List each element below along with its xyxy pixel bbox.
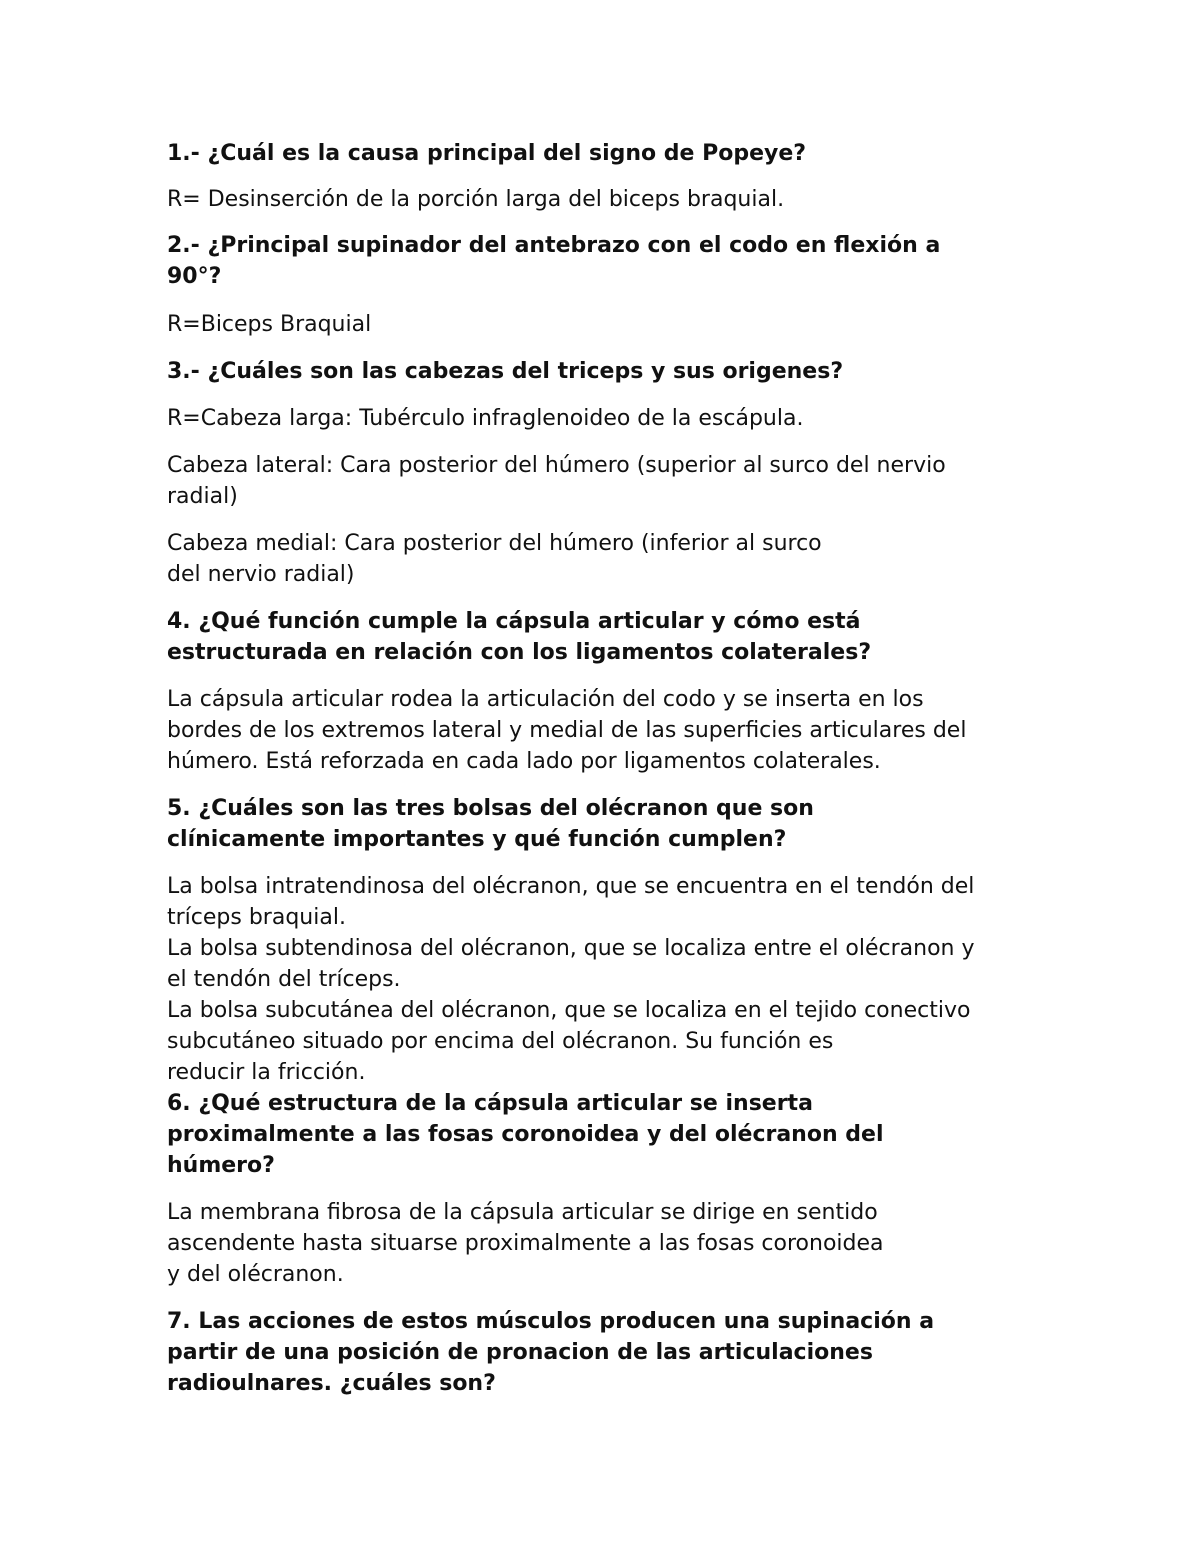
question-6 [167, 1088, 1047, 1181]
question-2-line: 2.- ¿Principal supinador del antebrazo con el codo en flexión a [167, 233, 941, 258]
answer-5 [167, 871, 1047, 1088]
question-6-line: húmero? [167, 1153, 275, 1178]
question-6-line: 6. ¿Qué estructura de la cápsula articular se inserta [167, 1091, 813, 1116]
answer-3-medial-head [167, 528, 1047, 590]
question-4-line: estructurada en relación con los ligamentos colaterales? [167, 640, 872, 665]
answer-line: y del olécranon. [167, 1262, 344, 1287]
answer-line: húmero. Está reforzada en cada lado por ligamentos colaterales. [167, 749, 881, 774]
answer-2: R=Biceps Braquial [167, 312, 372, 337]
question-7-line: partir de una posición de pronacion de las articulaciones [167, 1340, 873, 1365]
answer-line: radial) [167, 484, 238, 509]
question-5 [167, 793, 1047, 855]
answer-line: La bolsa intratendinosa del olécranon, que se encuentra en el tendón del [167, 874, 975, 899]
question-3: 3.- ¿Cuáles son las cabezas del triceps y sus origenes? [167, 359, 844, 384]
question-1: 1.- ¿Cuál es la causa principal del signo de Popeye? [167, 141, 807, 166]
question-2-line: 90°? [167, 264, 222, 289]
answer-line: subcutáneo situado por encima del olécranon. Su función es [167, 1029, 834, 1054]
question-7-line: radioulnares. ¿cuáles son? [167, 1371, 496, 1396]
answer-6 [167, 1197, 1047, 1290]
question-5-line: 5. ¿Cuáles son las tres bolsas del olécranon que son [167, 796, 814, 821]
answer-3-lateral-head [167, 450, 1047, 512]
answer-line: La bolsa subtendinosa del olécranon, que se localiza entre el olécranon y [167, 936, 975, 961]
question-5-line: clínicamente importantes y qué función cumplen? [167, 827, 787, 852]
answer-line: La membrana fibrosa de la cápsula articular se dirige en sentido [167, 1200, 878, 1225]
answer-line: La bolsa subcutánea del olécranon, que se localiza en el tejido conectivo [167, 998, 971, 1023]
question-4-line: 4. ¿Qué función cumple la cápsula articular y cómo está [167, 609, 861, 634]
answer-line: Cabeza medial: Cara posterior del húmero (inferior al surco [167, 531, 822, 556]
question-7 [167, 1306, 1047, 1399]
question-6-line: proximalmente a las fosas coronoidea y del olécranon del [167, 1122, 884, 1147]
question-2 [167, 230, 1047, 292]
answer-line: La cápsula articular rodea la articulación del codo y se inserta en los [167, 687, 924, 712]
answer-4 [167, 684, 1047, 777]
answer-line: del nervio radial) [167, 562, 355, 587]
document-page [167, 138, 1047, 1399]
answer-1: R= Desinserción de la porción larga del biceps braquial. [167, 187, 785, 212]
answer-line: bordes de los extremos lateral y medial de las superficies articulares del [167, 718, 967, 743]
answer-line: reducir la fricción. [167, 1060, 366, 1085]
answer-line: Cabeza lateral: Cara posterior del húmero (superior al surco del nervio [167, 453, 946, 478]
answer-line: el tendón del tríceps. [167, 967, 401, 992]
question-4 [167, 606, 1047, 668]
answer-line: ascendente hasta situarse proximalmente a las fosas coronoidea [167, 1231, 884, 1256]
question-7-line: 7. Las acciones de estos músculos producen una supinación a [167, 1309, 935, 1334]
answer-line: tríceps braquial. [167, 905, 346, 930]
answer-3-long-head: R=Cabeza larga: Tubérculo infraglenoideo de la escápula. [167, 406, 804, 431]
